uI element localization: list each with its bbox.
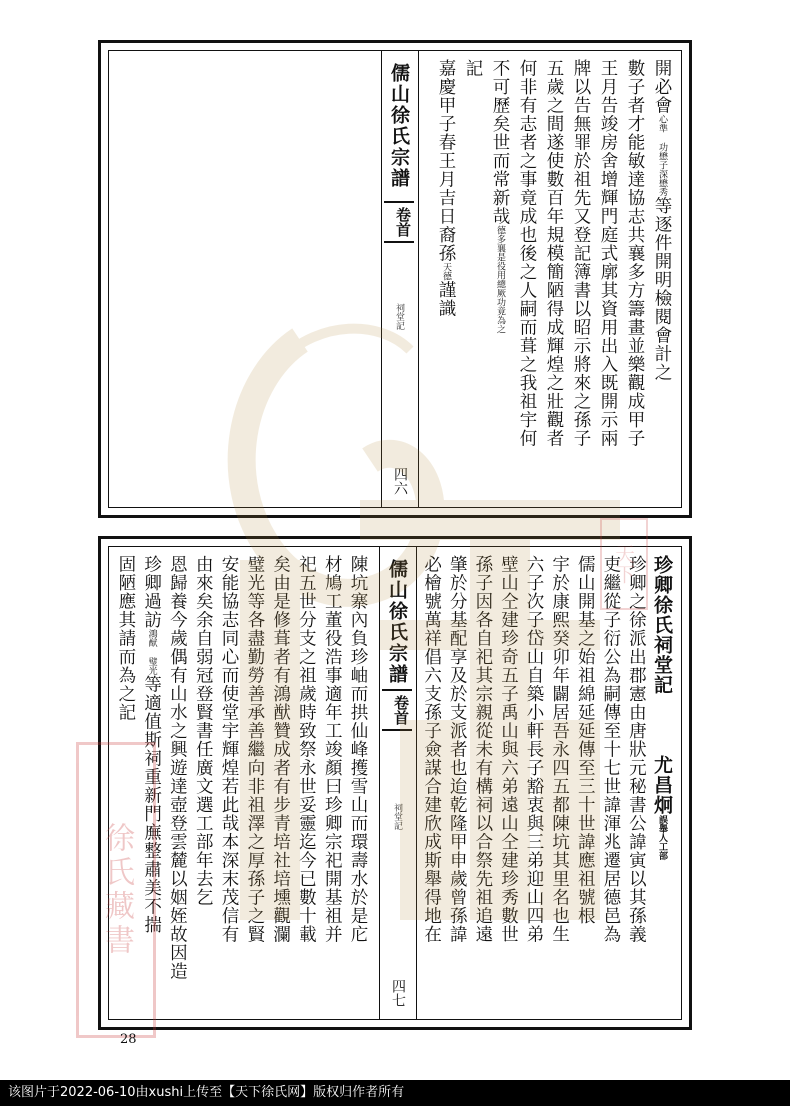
text-column: 數子者才能敏達協志共襄多方籌畫並樂觀成甲子 xyxy=(625,59,645,448)
text-column: 吏繼從子衍公為嗣傳至十七世諱渾兆遷居德邑為 xyxy=(600,555,621,944)
text-column: 五歲之間遂使數百年規模簡陋得成輝煌之壯觀者 xyxy=(544,59,564,448)
spine-page-number: 四六 xyxy=(392,467,408,495)
text-column: 何非有志者之事竟成也後之人嗣而葺之我祖宇何 xyxy=(517,59,537,448)
spine-strip xyxy=(379,547,417,1019)
top-page xyxy=(98,40,692,518)
text-column: 材鳩工董役浩事適年工竣顏曰珍卿宗祀開基祖并 xyxy=(322,555,343,944)
page-number: 28 xyxy=(120,1032,137,1047)
text-column: 必檜號萬祥倡六支孫子僉謀合建欣成斯舉得地在 xyxy=(421,555,442,944)
text-column: 記 xyxy=(463,59,483,78)
bottom-page xyxy=(98,536,692,1030)
text-column: 六子次子岱山自築小軒長子豁衷與三弟迎山四弟 xyxy=(524,555,545,944)
spine-strip xyxy=(381,51,419,507)
top-text-area xyxy=(419,59,675,499)
text-column: 固陋應其請而為之記 xyxy=(115,555,136,722)
spine-subtitle: 祠堂記 xyxy=(394,303,404,330)
spine-page-number: 四七 xyxy=(390,979,406,1007)
text-column: 珍卿之徐派出郡憲由唐狀元秘書公諱寅以其孫義 xyxy=(626,555,647,944)
article-title: 珍卿徐氏祠堂記尤昌炯誤舉人工部 xyxy=(651,555,673,860)
text-column: 矣由是修葺者有鴻猷贊成者有步青培社培壎觀瀾 xyxy=(270,555,291,944)
text-column: 珍卿過訪鴻猷 璧光等適值斯祠重新門廡整肅美不揣 xyxy=(141,555,162,934)
text-column: 陳坑寨內負珍岫而拱仙峰擭雪山而環壽水於是庀 xyxy=(348,555,368,944)
text-column: 壁山仝建珍奇五子禹山與六弟遠山仝建珍秀數世 xyxy=(498,555,519,944)
bottom-page-inner xyxy=(108,546,682,1020)
text-column: 宇於康熙癸卯年闢居吾永四五都陳坑其里名也生 xyxy=(549,555,570,944)
spine-chapter: 卷首 xyxy=(384,201,414,243)
text-column: 開必會心準 功懋子深懋秀等逐件開明檢閱會計之 xyxy=(652,59,672,382)
text-column: 牌以告無罪於祖先又登記簿書以昭示將來之孫子 xyxy=(571,59,591,448)
text-column: 恩歸養今歲偶有山水之興遊達壺登雲麓以姻姪故因造 xyxy=(167,555,188,981)
text-column: 祀五世分支之祖歲時致祭永世妥靈迄今已數十載 xyxy=(296,555,317,944)
text-column: 璧光等各盡勤勞善承善繼向非祖澤之厚孫子之賢 xyxy=(244,555,265,944)
top-page-inner xyxy=(108,50,682,508)
text-column: 不可歷矣世而常新哉德多襄是役用總厥功竟為之 xyxy=(490,59,510,334)
text-column: 王月告竣房舍增輝門庭式廓其資用出入既開示兩 xyxy=(598,59,618,448)
bottom-right-text xyxy=(419,555,675,1011)
watermark-stamp: 天下 xyxy=(600,518,648,610)
spine-title: 儒山徐氏宗譜 xyxy=(386,559,408,685)
text-column: 肇於分基配享及於支派者也迨乾隆甲申歲曾孫諱 xyxy=(447,555,468,944)
signature-column: 嘉慶甲子春王月吉日裔孫天德謹識 xyxy=(436,59,456,318)
spine-title: 儒山徐氏宗譜 xyxy=(388,63,410,189)
text-column: 孫子因各自祀其宗親從未有構祠以合祭先祖追遠 xyxy=(472,555,493,944)
upload-footer: 该图片于2022-06-10由xushi上传至【天下徐氏网】版权归作者所有 xyxy=(0,1080,790,1106)
spine-subtitle: 祠堂記 xyxy=(392,803,402,830)
spine-chapter: 卷首 xyxy=(382,689,412,731)
blank-half-page xyxy=(109,51,382,507)
text-column: 儒山開基之始祖綿延延傳至三十世諱應祖號根 xyxy=(575,555,596,925)
text-column: 由來矣余自弱冠登賢書任廣文選工部年去乞 xyxy=(193,555,214,907)
collector-seal: 徐氏藏書 xyxy=(76,742,156,1038)
text-column: 安能協志同心而使堂宇輝煌若此哉本深末茂信有 xyxy=(219,555,240,944)
